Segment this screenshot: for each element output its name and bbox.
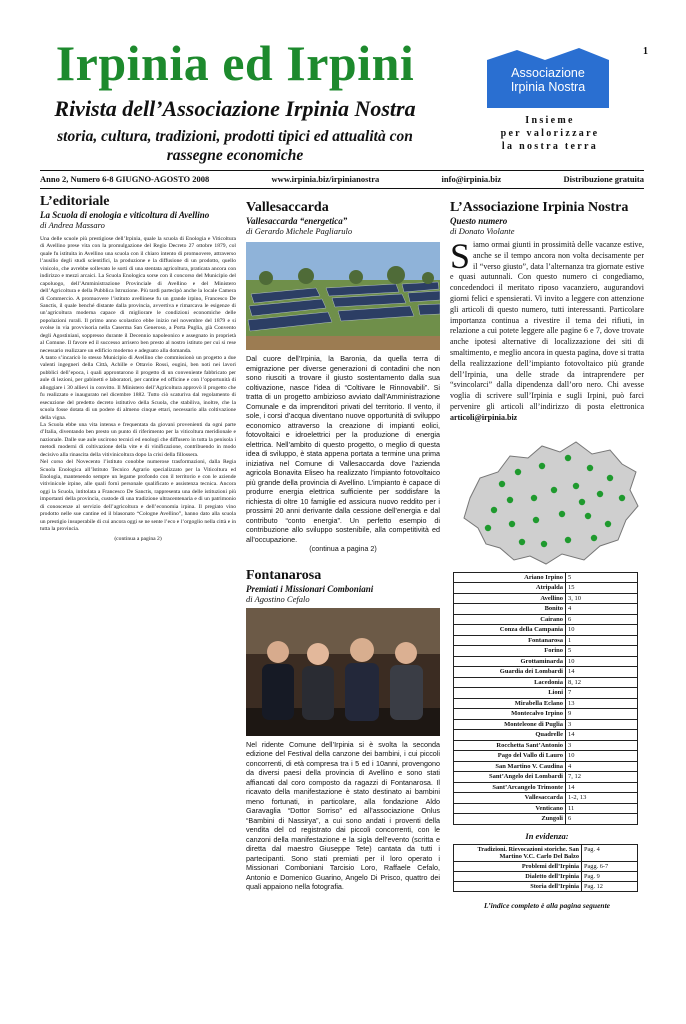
fontanarosa-body: Nel ridente Comune dell’Irpinia si è svolta la seconda edizione del Festival della canzone dei bambini, i cui piccoli concorrenti, di età compresa tra i 5 ed i 10anni, provengono da diversi paesi della provincia di Avellino e sono stati affiancati dal coro composto da ragazzi di Fontanarosa. Il ricavato della manifestazione è stato destinato ai bambini meno fortunati, in particolare, alla fondazione Aldo Garavaglia “Dottor Sorriso” ed all’associazione Onlus “Bambini di Nassirya”, a cui sono andati i proventi della vendita del cd registrato dai piccoli concorrenti, con le canzoni della manifestazione e la sigla dell’evento (scritta e diretta dal maestro Giuseppe Tete) cantata da tutti i partecipanti. Sono stati premiati per il loro operato i Missionari Comboniani Tarcisio Loro, Raffaele Cefalo, Antonio e Domenico Guarino, Angelo Di Prisco, quattro dei quali appaiono nella fotografia. (246, 739, 440, 891)
table-row (454, 656, 638, 667)
town-name-cell: Quadrelle (454, 730, 566, 741)
page-ref-cell: 3 (566, 719, 638, 730)
town-name-cell: Venticano (454, 803, 566, 814)
table-row (454, 604, 638, 615)
vallesaccarda-continuation: (continua a pagina 2) (309, 544, 377, 553)
associazione-heading: L’Associazione Irpinia Nostra (450, 200, 629, 215)
town-name-cell: Zungoli (454, 814, 566, 825)
page-ref-cell: 4 (566, 761, 638, 772)
vallesaccarda-body: Dal cuore dell’Irpinia, la Baronia, da quella terra di emigrazione per diverse generazioni di contadini che non sono riusciti a trovare il giusto sostentamento dalla sua coltivazione, nasce l’idea di “Coltivare le Rinnovabili”. Si tratta di un progetto ambizioso avviato dall’Amministrazione Comunale e da imprenditori privati del territorio. Il vento, il sole, i corsi d’acqua diventano nuove opportunità di sviluppo economico attraverso la creazione di impianti eolici, fotovoltaici e idroelettrici per la produzione di energia elettrica. Nell’ambito di questo progetto, o meglio di questa idea di sviluppo, è stata appena portata a termine una prima iniziativa nel Comune di Vallesaccarda dove l’azienda agricola Bonavita Eliseo ha realizzato l’impianto fotovoltaico più grande della provincia di Avellino. L’impianto è capace di produrre energia elettrica sufficiente per soddisfare la richiesta di oltre 10 famiglie ed assicura nuovo reddito per i prossimi 20 anni derivante dalla cessione dell’energia e dal contributo “conto energia”. Un perfetto esempio di contribuzione allo sviluppo sostenibile, alla competitività ed all’occupazione. (246, 354, 440, 544)
divider-top (40, 170, 644, 171)
vallesaccarda-heading: Vallesaccarda (246, 200, 329, 215)
town-name-cell: Conza della Campania (454, 625, 566, 636)
website-link[interactable]: www.irpinia.biz/irpinianostra (271, 174, 380, 184)
table-row (454, 635, 638, 646)
motto (480, 114, 620, 153)
town-name-cell: San Martino V. Caudina (454, 761, 566, 772)
town-name-cell: Grottaminarda (454, 656, 566, 667)
page-ref-cell: Pag. 4 (582, 844, 638, 861)
table-row (454, 871, 638, 881)
masthead-title: Irpinia ed Irpini (55, 35, 415, 91)
table-row (454, 772, 638, 783)
table-row (454, 646, 638, 657)
table-row (454, 625, 638, 636)
associazione-text: iamo ormai giunti in prossimità delle vacanze estive, anche se il tempo ancora non volta decisamente per il “verso giusto”, data l’alternanza tra giornate estive e quasi autunnali. Con questo numero ci congediamo, concedendoci il meritato riposo vacanziero, augurandovi giorni felici e spensierati. Vi invito a leggere con attenzione gli articoli di questo numero, tutti interessanti. Particolare importanza continua a rivestire il tema dei rifiuti, in relazione a cui potete leggere alle pagine 6 e 7, dove trovate anche ipotesi alternative di localizzazione dei siti di smaltimento, e meglio ancora in questa pagina, dove si tratta della realizzazione dell’impianto fotovoltaico più grande dell’Irpinia, una delle strade da intraprendere per “svincolarci” dalla dipendenza dall’oro nero. Chi avesse voglia di scrivere sull’Irpinia e sugli Irpini, può farci pervenire gli articoli all’indirizzo di posta elettronica (450, 240, 644, 411)
table-row (454, 740, 638, 751)
fontanarosa-byline: di Agostino Cefalo (246, 593, 310, 604)
town-name-cell: Avellino (454, 593, 566, 604)
associazione-body (450, 236, 644, 424)
table-row (454, 793, 638, 804)
info-bar (40, 174, 644, 188)
vallesaccarda-byline: di Gerardo Michele Pagliarulo (246, 226, 353, 236)
logo-line-2: Irpinia Nostra (510, 80, 586, 95)
table-row (454, 688, 638, 699)
page-ref-cell: 11 (566, 803, 638, 814)
page-ref-cell: 10 (566, 751, 638, 762)
editoriale-byline: di Andrea Massaro (40, 220, 105, 230)
page-ref-cell: Pag. 9 (582, 871, 638, 881)
table-row (454, 572, 638, 583)
table-row (454, 881, 638, 891)
table-row (454, 814, 638, 825)
table-row (454, 803, 638, 814)
town-name-cell: Forino (454, 646, 566, 657)
table-row (454, 593, 638, 604)
page-ref-cell: 14 (566, 667, 638, 678)
table-row (454, 751, 638, 762)
town-name-cell: Montecalvo Irpino (454, 709, 566, 720)
table-row (454, 719, 638, 730)
page-ref-cell: 15 (566, 583, 638, 594)
right-column (450, 200, 644, 910)
table-row (454, 709, 638, 720)
town-name-cell: Rocchetta Sant’Antonio (454, 740, 566, 751)
page-ref-cell: 14 (566, 782, 638, 793)
vallesaccarda-kicker: Vallesaccarda “energetica” (246, 216, 348, 226)
town-name-cell: Dialetto dell’Irpinia (454, 871, 582, 881)
fontanarosa-heading: Fontanarosa (246, 567, 322, 583)
masthead-subtitle: Rivista dell’Associazione Irpinia Nostra (54, 96, 416, 121)
logo-line-1: Associazione (511, 66, 585, 80)
table-row (454, 614, 638, 625)
page-ref-cell: 10 (566, 656, 638, 667)
motto-line-3: la nostra terra (501, 141, 599, 152)
drop-cap: S (450, 236, 471, 276)
fontanarosa-kicker: Premiati i Missionari Comboniani (246, 583, 374, 594)
page-ref-cell: Pagg. 6-7 (582, 861, 638, 871)
town-name-cell: Atripalda (454, 583, 566, 594)
page-ref-cell: 6 (566, 814, 638, 825)
page-ref-cell: 8, 12 (566, 677, 638, 688)
email-link[interactable]: info@irpinia.biz (441, 174, 502, 184)
table-row (454, 730, 638, 741)
page-ref-cell: 7 (566, 688, 638, 699)
table-row (454, 861, 638, 871)
page-ref-cell: 3 (566, 740, 638, 751)
editoriale-paragraph: A tanto s’incaricò lo stesso Municipio di Avellino che commissionò un progetto a due valenti ingegneri della Città, Achille e Ottavio Rossi, eugini, ben noti nei lavori pubblici dell’epoca, i quali approntarono il progetto di un conveniente fabbricato per aule di lezioni, per gabinetti e laboratori, per cantine ed officine e con l’opportunità di alloggiare i 30 allievi in convitto. Il Ministero dell’Agricoltura approvò il progetto che fu realizzato e inaugurato nel dicembre 1882. Tutto ciò scaturiva dal regolamento di esecuzione del predetto decreto istitutivo della Scuola, che stabiliva, inoltre, che la scuola fosse dotata di un podere di almeno cinque ettari, necessario alla coltivazione della vigna. (40, 355, 236, 421)
table-row (454, 677, 638, 688)
editoriale-continuation: (continua a pagina 2) (114, 535, 162, 542)
page-ref-cell: Pag. 12 (582, 881, 638, 891)
page-ref-cell: 1-2, 13 (566, 793, 638, 804)
town-name-cell: Monteleone di Puglia (454, 719, 566, 730)
editoriale-paragraph: La Scuola ebbe una vita intensa e frequentata da giovani provenienti da ogni parte d’Italia, diventando ben presto un punto di riferimento per la viticoltura meridionale e nazionale. Dalle sue aule uscirono tecnici ed enologi che diffusero in tutta la penisola i metodi moderni di coltivazione della vite e di vinificazione, contribuendo in modo decisivo alla rinascita della vitivinicoltura dopo la crisi della fillossera. (40, 421, 236, 458)
table-row (454, 667, 638, 678)
town-name-cell: Tradizioni. Rievocazioni storiche. San Martino V.C. Carlo Del Balzo (454, 844, 582, 861)
page-ref-cell: 9 (566, 709, 638, 720)
issue-info: Anno 2, Numero 6-8 GIUGNO-AGOSTO 2008 (40, 174, 210, 184)
table-row (454, 583, 638, 594)
editoriale-kicker: La Scuola di enologia e viticoltura di Avellino (40, 210, 210, 220)
missionaries-photo (246, 608, 440, 736)
towns-index-table (453, 572, 638, 825)
town-name-cell: Cairano (454, 614, 566, 625)
solar-plant-photo (246, 242, 440, 350)
town-name-cell: Fontanarosa (454, 635, 566, 646)
masthead-tagline: storia, cultura, tradizioni, prodotti tipici ed attualità con rassegne economiche (57, 128, 413, 164)
page-ref-cell: 1 (566, 635, 638, 646)
associazione-byline: di Donato Violante (450, 226, 515, 236)
evidenza-heading: In evidenza: (525, 830, 569, 841)
town-name-cell: Sant’Arcangelo Trimonte (454, 782, 566, 793)
page-ref-cell: 5 (566, 572, 638, 583)
page-ref-cell: 6 (566, 614, 638, 625)
editoriale-heading: L’editoriale (40, 194, 110, 209)
table-row (454, 698, 638, 709)
page-number: 1 (643, 46, 648, 57)
town-name-cell: Storia dell’Irpinia (454, 881, 582, 891)
table-row (454, 844, 638, 861)
evidenza-table (453, 844, 638, 892)
editoriale-column (40, 194, 236, 542)
distribution-note: Distribuzione gratuita (563, 174, 644, 184)
editoriale-paragraph: Nel corso del Novecento l’istituto conobbe numerose trasformazioni, dalla Regia Scuola Enologica all’Istituto Tecnico Agrario specializzato per la Viticoltura ed Enologia, mantenendo sempre un legame profondo con il territorio e con le aziende vitivinicole irpine, alle quali fornì personale qualificato e assistenza tecnica. Ancora oggi la Scuola, intitolata a Francesco De Sanctis, rappresenta una delle istituzioni più importanti della provincia, custode di una tradizione ultracentenaria e di un patrimonio di conoscenze al servizio dell’agricoltura e dell’economia irpina. Il pregiato vino prodotto nelle sue cantine ed il blasonato “Cologne Avellino”, hanno dato alla scuola un prestigio insuperabile di cui ancora oggi se ne sente l’eco e l’orgoglio nella città e in tutta la provincia. (40, 459, 236, 533)
associazione-kicker: Questo numero (450, 216, 508, 226)
town-name-cell: Guardia dei Lombardi (454, 667, 566, 678)
editoriale-paragraph: Una delle scuole più prestigiose dell’Irpinia, quale la scuola di Enologia e Viticoltura di Avellino prese vita con la promulgazione del Regio Decreto 27 ottobre 1879, col quale fu istituita in Avellino una scuola con il chiaro intento di promuovere, attraverso l’ausilio degli studi scientifici, la produzione e la diffusione di un prodotto, quello vinicolo, che avrebbe sollevato le sorti di una stentata agricoltura, praticata ancora con indirizzo e mezzi arcaici. La Scuola Enologica sorse con il concorso del Municipio del capoluogo, dell’Amministrazione Provinciale di Avellino e del Ministero dell’Agricoltura e della Pubblica Istruzione. Più tardi partecipò anche la locale Camera di Commercio. A promuovere l’istituto avellinese fu un grande irpino, Francesco De Sanctis, il quale benché distante dalla provincia, avvertiva e rimarcava le esigenze di un’agricoltura moderna capace di migliorare le condizioni economiche delle popolazioni rurali. Il primo anno scolastico ebbe inizio nel novembre del 1879 e si svolse in via provvisoria nella Caserma San Generoso, a Porta Puglia, già Convento degli Agostiniani, soppresso durante il Decennio napoleonico e assegnato in proprietà al Comune. Il favore ed il successo arrisero ben presto al nostro istituto per cui si rese necessario realizzare un edificio moderno e adeguato alla domanda. (40, 236, 236, 354)
motto-line-2: per valorizzare (500, 128, 600, 139)
town-name-cell: Pago del Vallo di Lauro (454, 751, 566, 762)
divider-bottom (40, 188, 644, 189)
index-footnote: L’indice completo è alla pagina seguente (483, 900, 611, 910)
town-name-cell: Ariano Irpino (454, 572, 566, 583)
town-name-cell: Sant’Angelo dei Lombardi (454, 772, 566, 783)
page-ref-cell: 10 (566, 625, 638, 636)
page-ref-cell: 4 (566, 604, 638, 615)
motto-line-1: Insieme (525, 115, 575, 126)
editoriale-body (40, 236, 236, 534)
page-ref-cell: 3, 10 (566, 593, 638, 604)
town-name-cell: Mirabella Eclano (454, 698, 566, 709)
town-name-cell: Lacedonia (454, 677, 566, 688)
table-row (454, 782, 638, 793)
page-ref-cell: 7, 12 (566, 772, 638, 783)
table-row (454, 761, 638, 772)
articles-email-link[interactable]: articoli@irpinia.biz (450, 412, 518, 422)
town-name-cell: Bonito (454, 604, 566, 615)
town-name-cell: Vallesaccarda (454, 793, 566, 804)
page-ref-cell: 13 (566, 698, 638, 709)
town-name-cell: Problemi dell’Irpinia (454, 861, 582, 871)
logo-text (487, 66, 609, 95)
page-ref-cell: 14 (566, 730, 638, 741)
town-name-cell: Lioni (454, 688, 566, 699)
page-ref-cell: 5 (566, 646, 638, 657)
irpinia-map (450, 428, 644, 570)
center-column (246, 200, 440, 892)
